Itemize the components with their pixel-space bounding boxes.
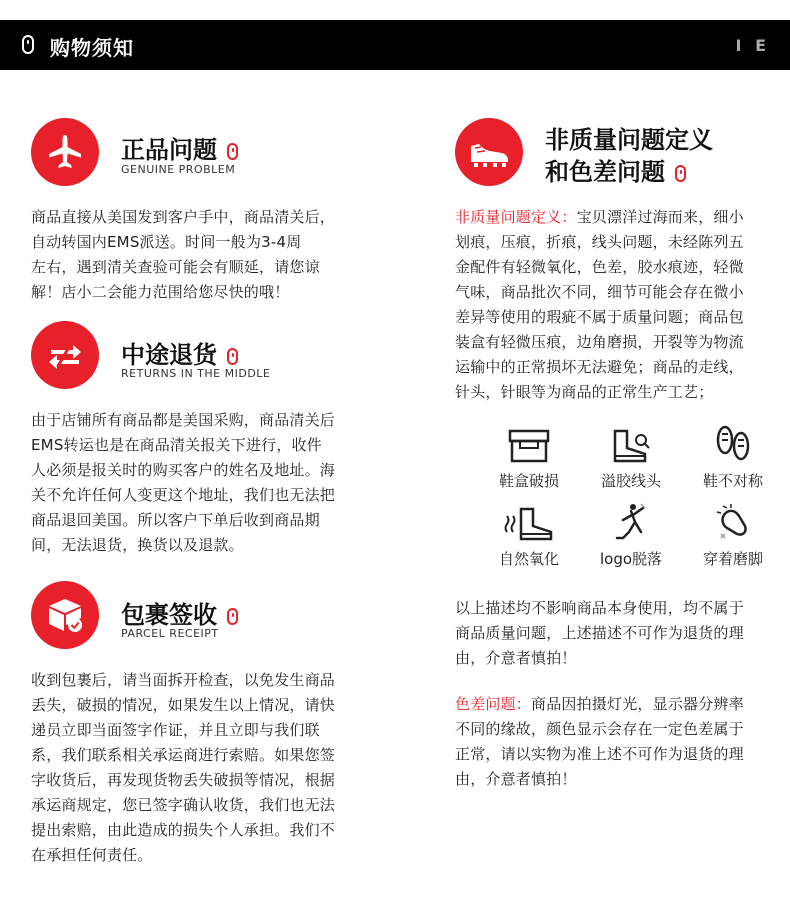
text-line: 人必须是报关时的购买客户的姓名及地址。海 — [31, 461, 336, 479]
boot-glue-icon — [609, 428, 653, 464]
text-line: 商品质量问题，上述描述不可作为退货的理 — [455, 624, 744, 642]
color-difference-paragraph — [455, 692, 785, 792]
header-tag: I E — [735, 36, 770, 55]
section-title-text: 中途退货 — [121, 341, 217, 369]
text-line: 不同的缘故，颜色显示会存在一定色差属于 — [455, 720, 744, 738]
text-line: 差异等使用的瑕疵不属于质量问题；商品包 — [455, 308, 744, 326]
text-line: 递员立即当面签字作证，并且立即与我们联 — [31, 721, 320, 739]
section-title-parcel — [121, 595, 238, 630]
defect-label: 鞋盒破损 — [498, 472, 559, 490]
text-line: 关不允许任何人变更这个地址，我们也无法把 — [31, 486, 336, 504]
text-line: 系，我们联系相关承运商进行索赔。如果您签 — [31, 746, 336, 764]
defect-item — [688, 422, 778, 491]
parcel-icon-badge — [31, 581, 99, 649]
return-arrows-icon-badge — [31, 321, 99, 389]
oxidized-boot-icon — [503, 506, 555, 542]
shoebox-icon — [507, 428, 551, 464]
text-line: 收到包裹后，请当面拆开检查，以免发生商品 — [31, 671, 336, 689]
defect-item — [484, 422, 574, 491]
mouse-icon — [227, 348, 238, 365]
foot-rub-icon — [713, 502, 753, 542]
defect-item — [586, 422, 676, 491]
text-line — [455, 692, 785, 717]
text-line: 划痕，压痕，折痕，线头问题，未经陈列五 — [455, 233, 744, 251]
text-line: 正常，请以实物为准上述不可作为退货的理 — [455, 745, 744, 763]
defect-label: 自然氧化 — [498, 550, 559, 568]
cleat-shoe-icon — [466, 132, 512, 172]
text-line: 由，介意者慎拍！ — [455, 649, 577, 667]
airplane-icon-badge — [31, 118, 99, 186]
shoe-icon-badge — [455, 118, 523, 186]
text-line: 丢失，破损的情况，如果发生以上情况，请快 — [31, 696, 336, 714]
section-title-line2-wrap — [545, 156, 713, 188]
section-title-text: 包裹签收 — [121, 601, 217, 629]
text-line: 承运商规定，您已签字确认收货，我们也无法 — [31, 796, 336, 814]
mouse-icon — [227, 143, 238, 160]
color-difference-label: 色差问题： — [455, 695, 532, 713]
text-line: 以上描述均不影响商品本身使用，均不属于 — [455, 599, 744, 617]
footprints-icon — [711, 424, 755, 464]
text-line: 由于店铺所有商品都是美国采购，商品清关后 — [31, 411, 336, 429]
defect-label: 溢胶线头 — [600, 472, 661, 490]
definition-text: 宝贝漂洋过海而来，细小 — [576, 208, 744, 226]
defect-icon-grid — [484, 422, 780, 572]
defect-item — [484, 500, 574, 569]
text-line: 在承担任何责任。 — [31, 846, 153, 864]
text-line: 针头，针眼等为商品的正常生产工艺； — [455, 383, 714, 401]
parcel-paragraph — [31, 668, 361, 868]
text-line: 间，无法退货，换货以及退款。 — [31, 536, 244, 554]
section-title-line1: 非质量问题定义 — [545, 126, 713, 154]
returns-paragraph — [31, 408, 361, 558]
defect-label: 鞋不对称 — [702, 472, 763, 490]
return-arrows-icon — [45, 335, 85, 375]
section-subtitle-genuine: GENUINE PROBLEM — [121, 163, 236, 176]
mouse-icon — [22, 35, 34, 54]
header-bar — [0, 20, 790, 70]
text-line: 商品退回美国。所以客户下单后收到商品期 — [31, 511, 320, 529]
genuine-paragraph — [31, 205, 361, 305]
defect-item — [688, 500, 778, 569]
section-title-nonquality — [545, 124, 713, 188]
text-line: 装盒有轻微压痕，边角磨损，开裂等为物流 — [455, 333, 744, 351]
page-title: 购物须知 — [50, 36, 134, 60]
section-title-text: 正品问题 — [121, 136, 217, 164]
section-title-genuine — [121, 130, 238, 165]
text-line: 由，介意者慎拍！ — [455, 770, 577, 788]
section-subtitle-parcel: PARCEL RECEIPT — [121, 627, 219, 640]
mouse-icon — [227, 608, 238, 625]
section-title-line2: 和色差问题 — [545, 158, 665, 186]
nonquality-note-paragraph — [455, 596, 785, 671]
text-line: 金配件有轻微氧化，色差，胶水痕迹，轻微 — [455, 258, 744, 276]
text-line: 提出索赔，由此造成的损失个人承担。我们不 — [31, 821, 336, 839]
text-line: 气味，商品批次不同，细节可能会存在微小 — [455, 283, 744, 301]
text-line: 运输中的正常损坏无法避免；商品的走线， — [455, 358, 744, 376]
defect-label: 穿着磨脚 — [702, 550, 763, 568]
section-title-returns — [121, 335, 238, 370]
text-line: 左右，遇到清关查验可能会有顺延，请您谅 — [31, 258, 320, 276]
defect-item — [586, 500, 676, 569]
defect-label: logo脱落 — [599, 550, 663, 568]
parcel-box-icon — [44, 594, 86, 636]
definition-label: 非质量问题定义： — [455, 208, 577, 226]
text-line: 解！店小二会能力范围给您尽快的哦！ — [31, 283, 290, 301]
color-difference-text: 商品因拍摄灯光，显示器分辨率 — [531, 695, 744, 713]
jumpman-logo-icon — [611, 502, 651, 542]
text-line: 商品直接从美国发到客户手中，商品清关后， — [31, 208, 336, 226]
airplane-icon — [45, 132, 85, 172]
mouse-icon — [675, 165, 686, 182]
nonquality-paragraph — [455, 205, 785, 405]
section-subtitle-returns: RETURNS IN THE MIDDLE — [121, 367, 271, 380]
text-line: 字收货后，再发现货物丢失破损等情况，根据 — [31, 771, 336, 789]
text-line — [455, 205, 785, 230]
text-line: 自动转国内EMS派送。时间一般为3-4周 — [31, 233, 302, 251]
text-line: EMS转运也是在商品清关报关下进行，收件 — [31, 436, 322, 454]
